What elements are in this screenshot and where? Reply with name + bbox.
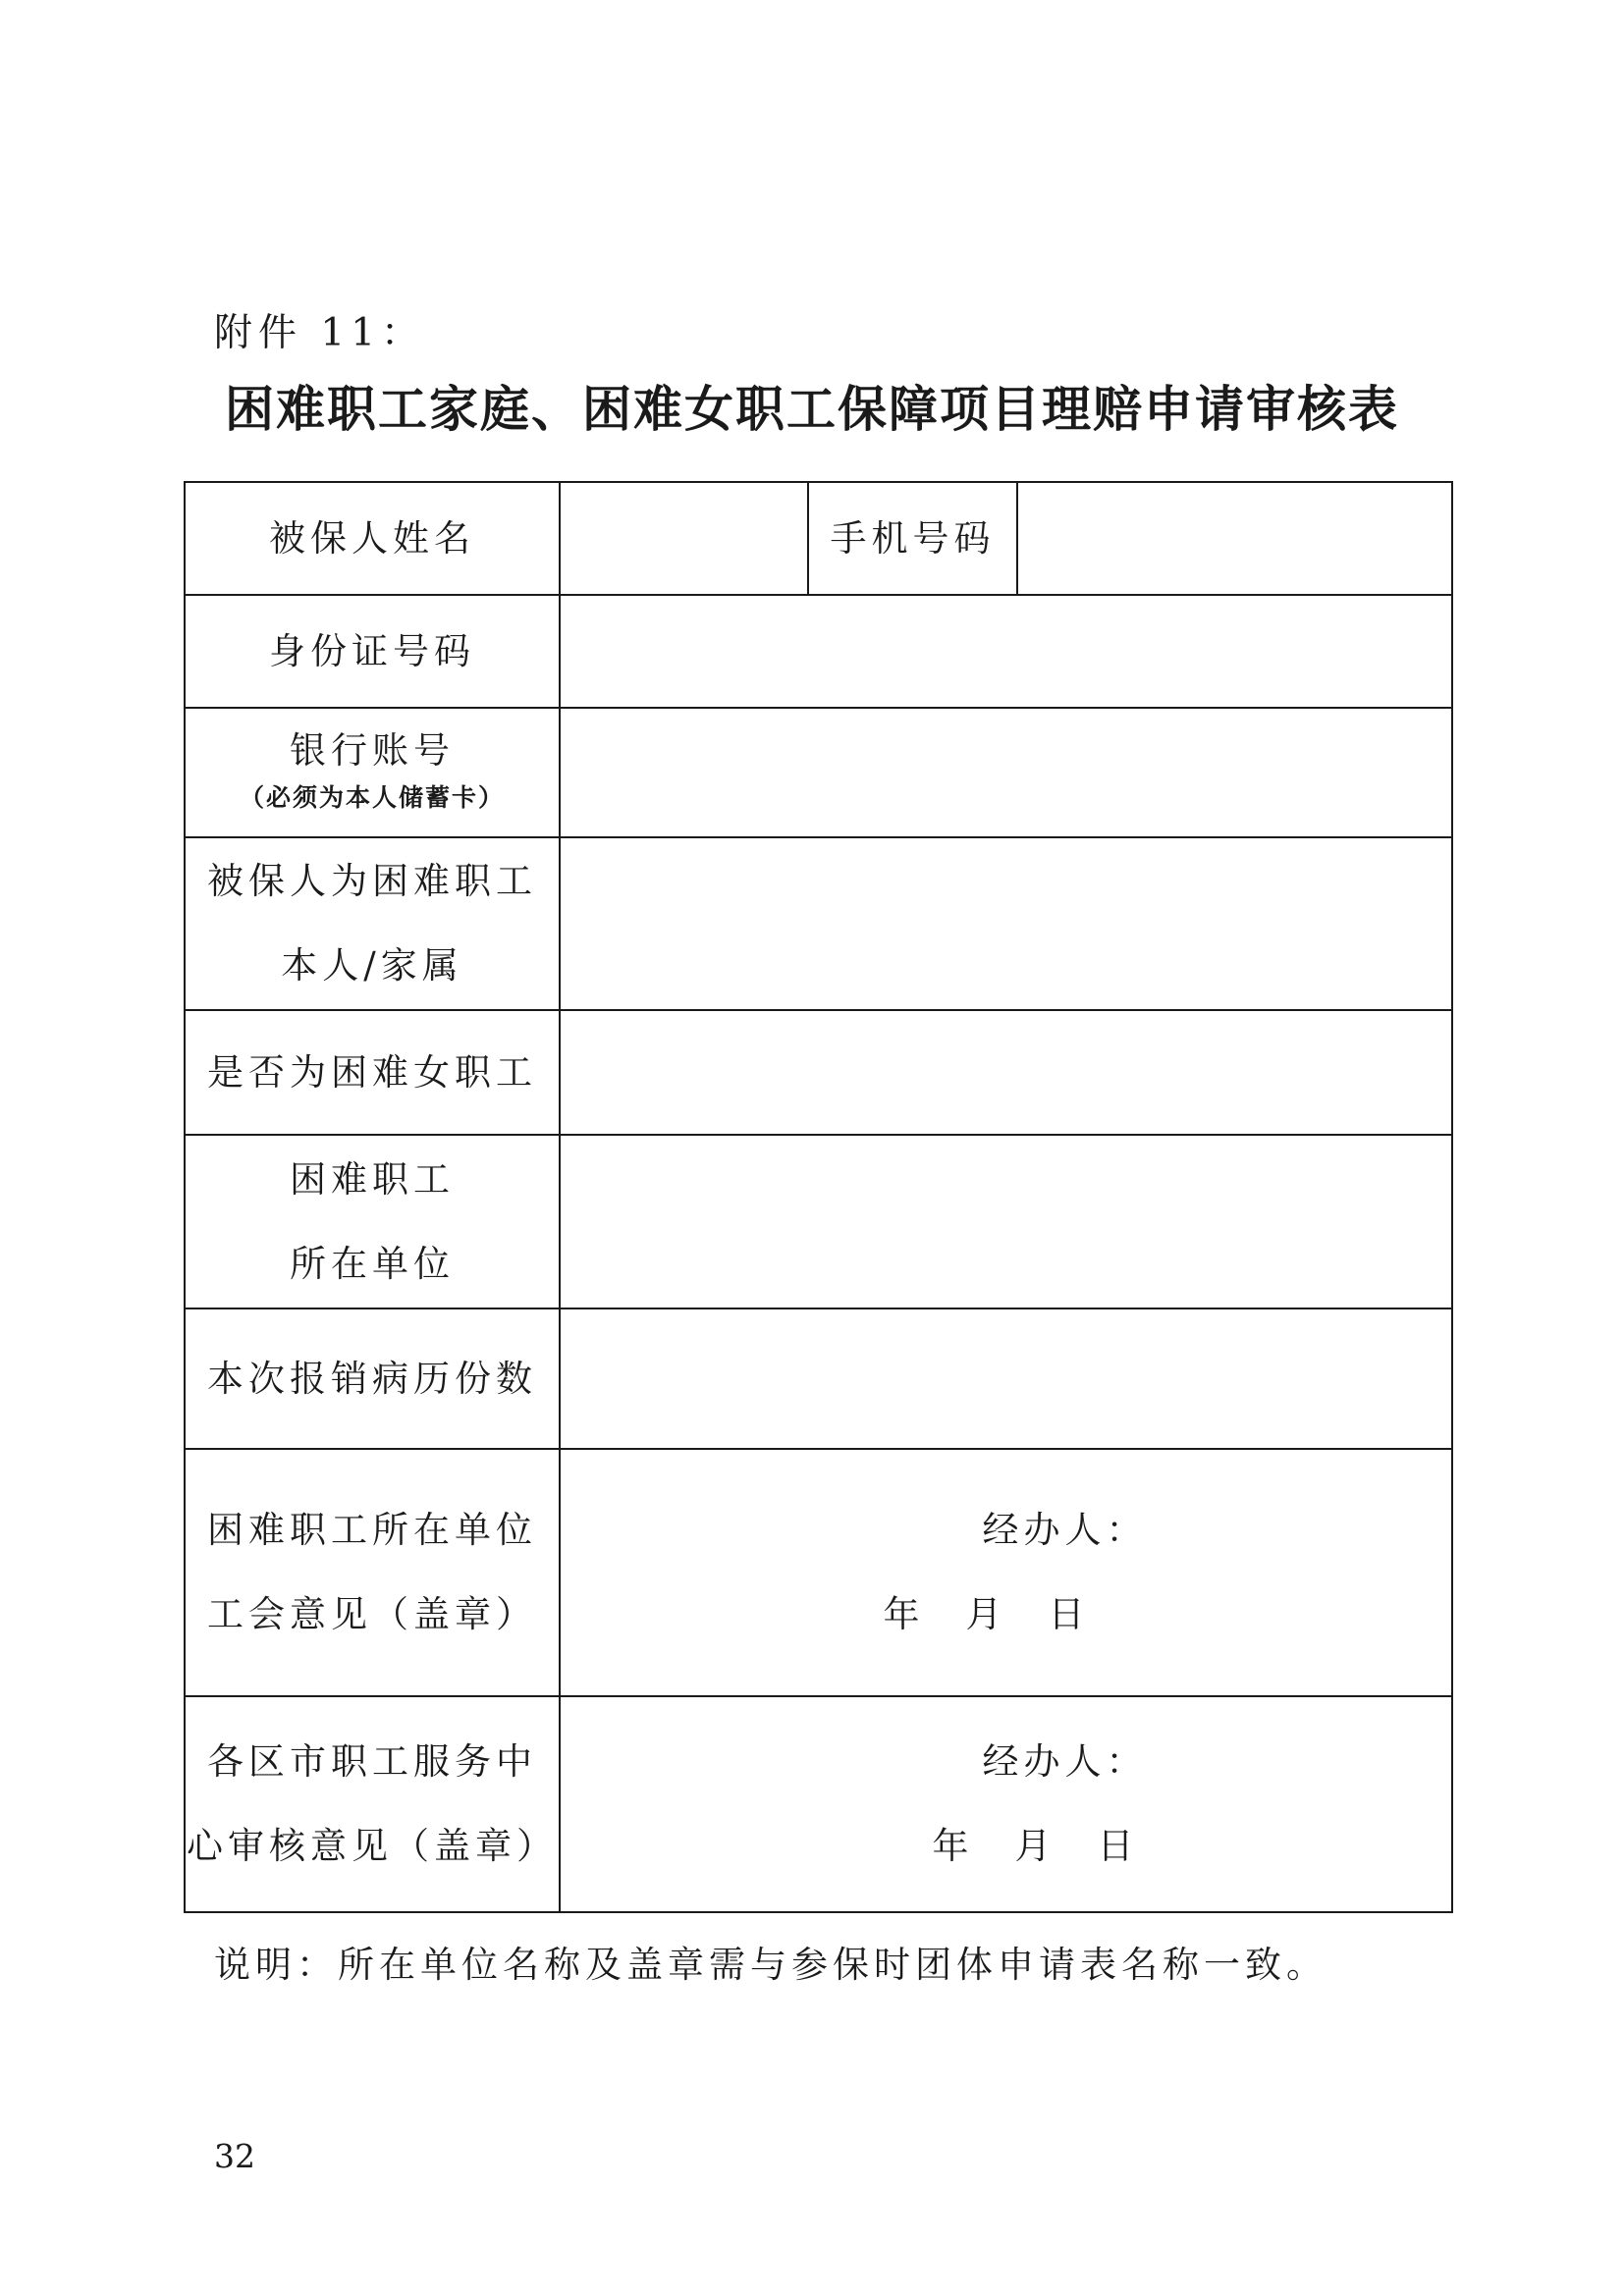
employer-label-line1: 困难职工 <box>290 1157 455 1201</box>
center-opinion-field[interactable] <box>560 1696 1452 1912</box>
row-insured-name <box>185 482 1452 595</box>
row-union-opinion <box>185 1449 1452 1696</box>
union-opinion-label-line1: 困难职工所在单位 <box>207 1509 537 1551</box>
relation-label-line2: 本人/家属 <box>281 944 463 987</box>
bank-account-note: （必须为本人储蓄卡） <box>239 783 505 812</box>
attachment-label: 附件 11： <box>214 311 426 355</box>
female-worker-field[interactable] <box>560 1010 1452 1135</box>
relation-label-line1: 被保人为困难职工 <box>207 860 537 902</box>
row-records-count <box>185 1308 1452 1449</box>
relation-label-cell <box>185 837 560 1010</box>
employer-label-line2: 所在单位 <box>290 1242 455 1285</box>
center-opinion-label-line2: 心审核意见（盖章） <box>187 1825 558 1867</box>
bank-account-label-cell <box>185 708 560 837</box>
union-opinion-field[interactable] <box>560 1449 1452 1696</box>
union-handler-label: 经办人： <box>982 1509 1148 1551</box>
page-number: 32 <box>214 2137 255 2175</box>
union-opinion-label-cell <box>185 1449 560 1696</box>
insured-name-field[interactable] <box>560 482 808 595</box>
claim-form-table <box>184 481 1453 1913</box>
center-opinion-label-cell <box>185 1696 560 1912</box>
row-female-worker <box>185 1010 1452 1135</box>
union-opinion-label-line2: 工会意见（盖章） <box>207 1593 537 1635</box>
female-worker-label: 是否为困难女职工 <box>185 1010 560 1135</box>
center-handler-label: 经办人： <box>982 1740 1148 1783</box>
bank-account-label: 银行账号 <box>290 729 455 772</box>
footnote: 说明：所在单位名称及盖章需与参保时团体申请表名称一致。 <box>214 1944 1327 1986</box>
center-date-label: 年 月 日 <box>932 1825 1139 1867</box>
phone-field[interactable] <box>1017 482 1452 595</box>
document-title: 困难职工家庭、困难女职工保障项目理赔申请审核表 <box>225 380 1399 438</box>
records-count-field[interactable] <box>560 1308 1452 1449</box>
insured-name-label: 被保人姓名 <box>185 482 560 595</box>
employer-label-cell <box>185 1135 560 1308</box>
records-count-label: 本次报销病历份数 <box>185 1308 560 1449</box>
row-bank-account <box>185 708 1452 837</box>
row-employer <box>185 1135 1452 1308</box>
phone-label: 手机号码 <box>808 482 1017 595</box>
row-id-number <box>185 595 1452 708</box>
id-number-label: 身份证号码 <box>185 595 560 708</box>
row-relation <box>185 837 1452 1010</box>
relation-field[interactable] <box>560 837 1452 1010</box>
center-opinion-label-line1: 各区市职工服务中 <box>207 1740 537 1783</box>
employer-field[interactable] <box>560 1135 1452 1308</box>
row-center-opinion <box>185 1696 1452 1912</box>
bank-account-field[interactable] <box>560 708 1452 837</box>
id-number-field[interactable] <box>560 595 1452 708</box>
union-date-label: 年 月 日 <box>883 1593 1090 1635</box>
